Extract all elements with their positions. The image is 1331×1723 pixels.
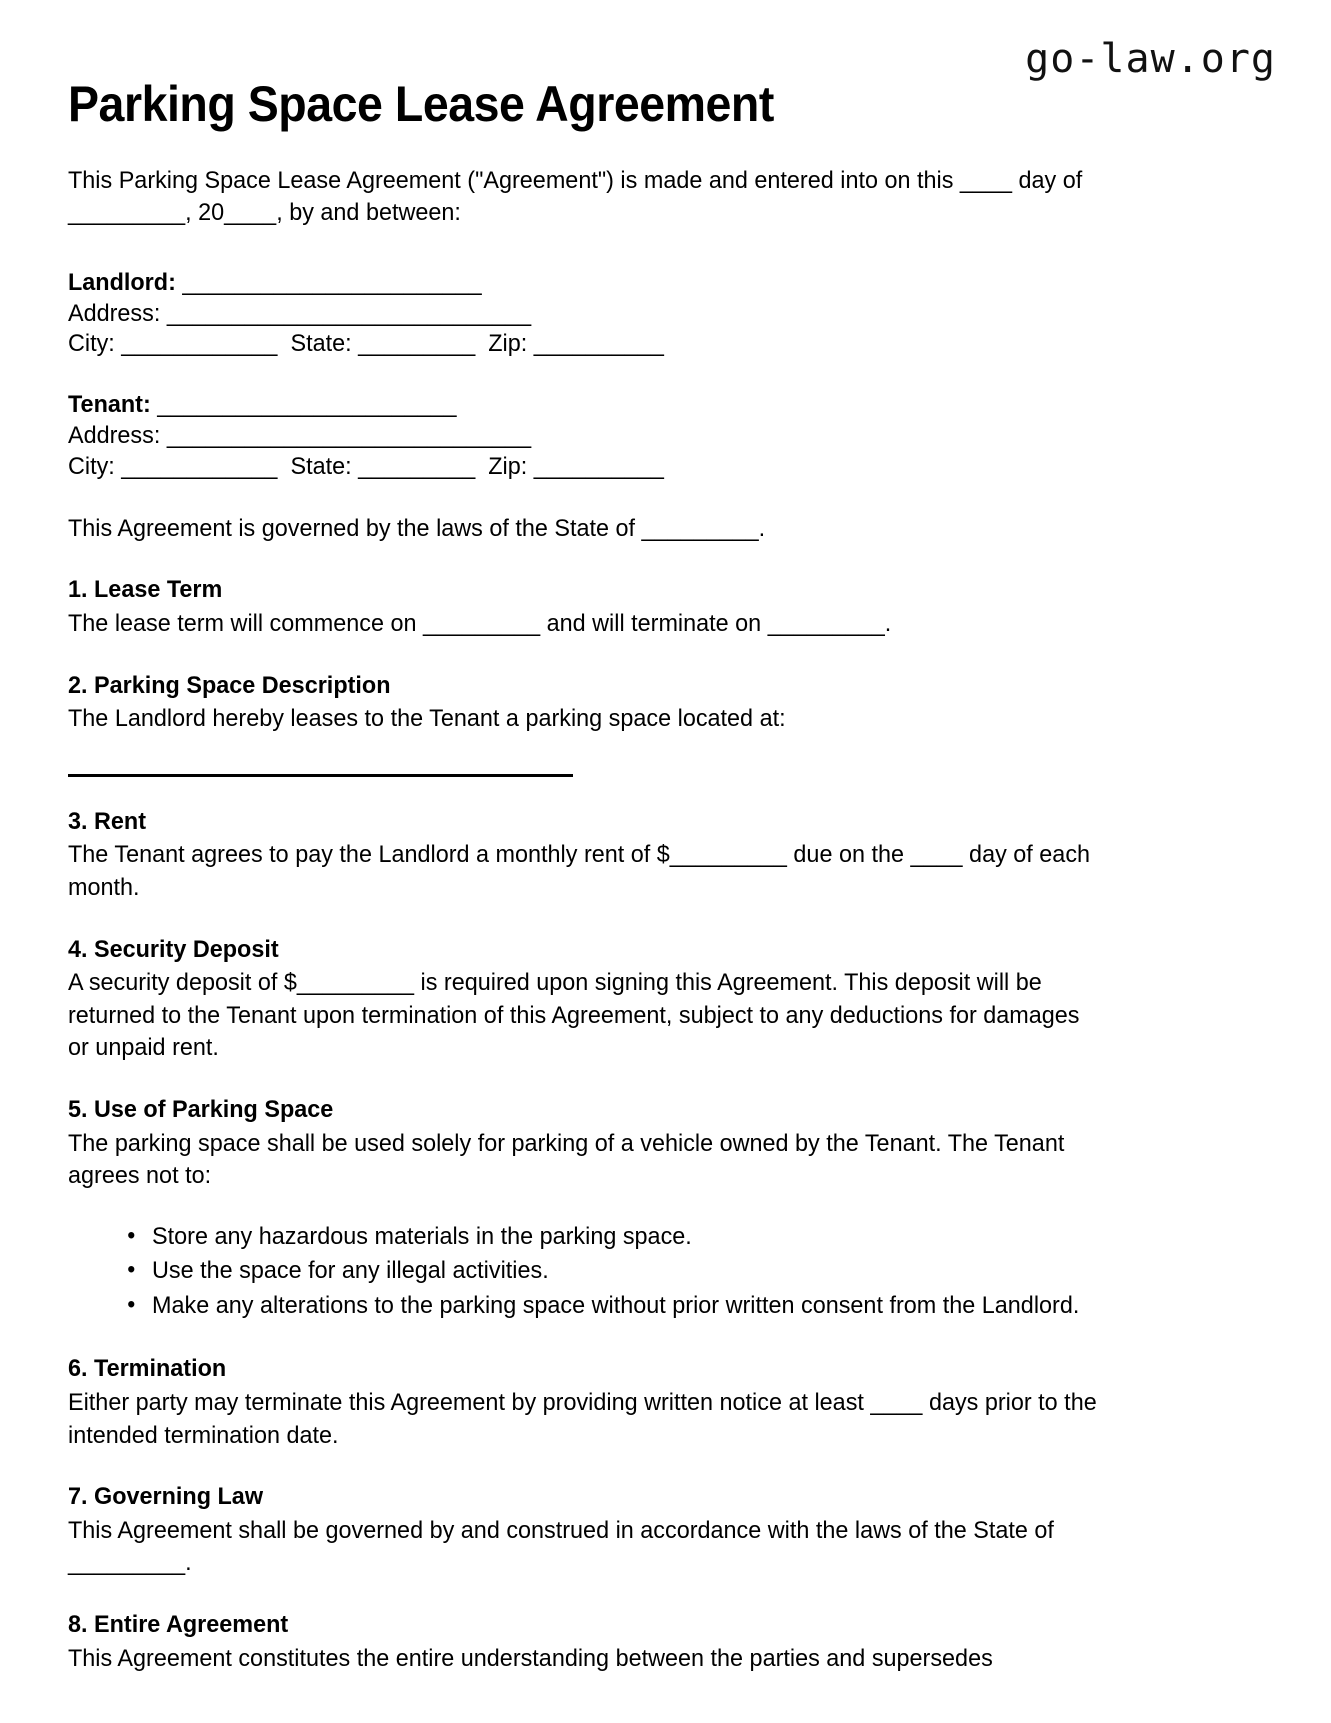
spacer [68, 545, 1148, 575]
tenant-name-line [68, 390, 1099, 421]
tenant-city-blank[interactable]: ____________ [114, 452, 278, 480]
spacer [68, 360, 1148, 390]
spacer [68, 230, 1148, 268]
section-5 [68, 1095, 1148, 1323]
section-7 [68, 1482, 1148, 1580]
list-item: • Store any hazardous materials in the parking space. [127, 1221, 1099, 1254]
governing-state-line: This Agreement is governed by the laws of the State of _________. [68, 514, 766, 542]
section-body: The Tenant agrees to pay the Landlord a monthly rent of $_________ due on the ____ day of each month. [68, 841, 1091, 901]
section-heading: 4. Security Deposit [68, 935, 279, 963]
section-heading: 5. Use of Parking Space [68, 1095, 334, 1123]
spacer [68, 1324, 1148, 1354]
section-body: The lease term will commence on _________ and will terminate on _________. [68, 610, 892, 638]
tenant-city-label: City: [68, 452, 115, 480]
section-heading: 2. Parking Space Description [68, 671, 391, 699]
section-body: A security deposit of $_________ is required upon signing this Agreement. This deposit will be returned to the Tenant upon termination of this Agreement, subject to any deductions for damages or unpaid rent. [68, 969, 1080, 1062]
landlord-city-blank[interactable]: ____________ [114, 330, 278, 358]
section-3 [68, 807, 1148, 905]
prohibited-uses-list [68, 1221, 1099, 1323]
landlord-name-line [68, 268, 1099, 299]
tenant-address-blank[interactable]: ____________________________ [160, 422, 532, 450]
section-body: This Agreement constitutes the entire understanding between the parties and supersedes [68, 1644, 993, 1672]
tenant-state-label: State: [290, 452, 352, 480]
section-8 [68, 1610, 1148, 1675]
tenant-name-label: Tenant: [68, 391, 151, 419]
tenant-state-blank[interactable]: _________ [351, 452, 476, 480]
tenant-name-blank[interactable]: _______________________ [150, 391, 457, 419]
section-4 [68, 935, 1148, 1065]
tenant-address-label: Address: [68, 422, 161, 450]
section-heading: 6. Termination [68, 1355, 227, 1383]
tenant-zip-label: Zip: [488, 452, 528, 480]
tenant-block [68, 390, 1099, 483]
section-heading: 1. Lease Term [68, 576, 223, 604]
landlord-name-blank[interactable]: _______________________ [175, 268, 482, 296]
landlord-block [68, 268, 1099, 361]
tenant-address-line [68, 421, 1099, 452]
landlord-zip-blank[interactable]: __________ [527, 330, 664, 358]
landlord-state-blank[interactable]: _________ [351, 330, 476, 358]
landlord-zip-label: Zip: [488, 330, 528, 358]
spacer [68, 641, 1148, 671]
landlord-address-label: Address: [68, 299, 161, 327]
section-2 [68, 671, 1148, 777]
tenant-city-state-zip-line [68, 452, 1099, 483]
list-item: • Make any alterations to the parking space without prior written consent from the Landlord. [127, 1290, 1099, 1323]
section-1 [68, 575, 1148, 640]
section-body: Either party may terminate this Agreement by providing written notice at least ____ days prior to the intended termination date. [68, 1389, 1097, 1449]
landlord-name-label: Landlord: [68, 268, 176, 296]
spacer [68, 483, 1148, 513]
page-title: Parking Space Lease Agreement [68, 76, 774, 132]
landlord-city-state-zip-line [68, 329, 1099, 360]
landlord-address-line [68, 299, 1099, 330]
spacer [68, 1580, 1148, 1610]
spacer [68, 905, 1148, 935]
document-body [68, 78, 1148, 1675]
tenant-zip-blank[interactable]: __________ [527, 452, 664, 480]
list-item: • Use the space for any illegal activities. [127, 1255, 1099, 1288]
section-heading: 8. Entire Agreement [68, 1611, 289, 1639]
landlord-city-label: City: [68, 330, 115, 358]
intro-paragraph: This Parking Space Lease Agreement ("Agreement") is made and entered into on this ____ day of _________, 20____, by and between: [68, 166, 1083, 227]
section-body: The Landlord hereby leases to the Tenant a parking space located at: [68, 705, 786, 733]
section-body: This Agreement shall be governed by and construed in accordance with the laws of the State of _________. [68, 1516, 1054, 1577]
spacer [68, 1452, 1148, 1482]
spacer [68, 777, 1148, 807]
landlord-address-blank[interactable]: ____________________________ [160, 299, 532, 327]
landlord-state-label: State: [290, 330, 352, 358]
section-heading: 7. Governing Law [68, 1483, 264, 1511]
spacer [68, 1065, 1148, 1095]
section-body: The parking space shall be used solely for parking of a vehicle owned by the Tenant. The Tenant agrees not to: [68, 1129, 1065, 1190]
site-brand-logo: go-law.org [1025, 36, 1276, 82]
section-6 [68, 1354, 1148, 1452]
section-heading: 3. Rent [68, 807, 147, 835]
